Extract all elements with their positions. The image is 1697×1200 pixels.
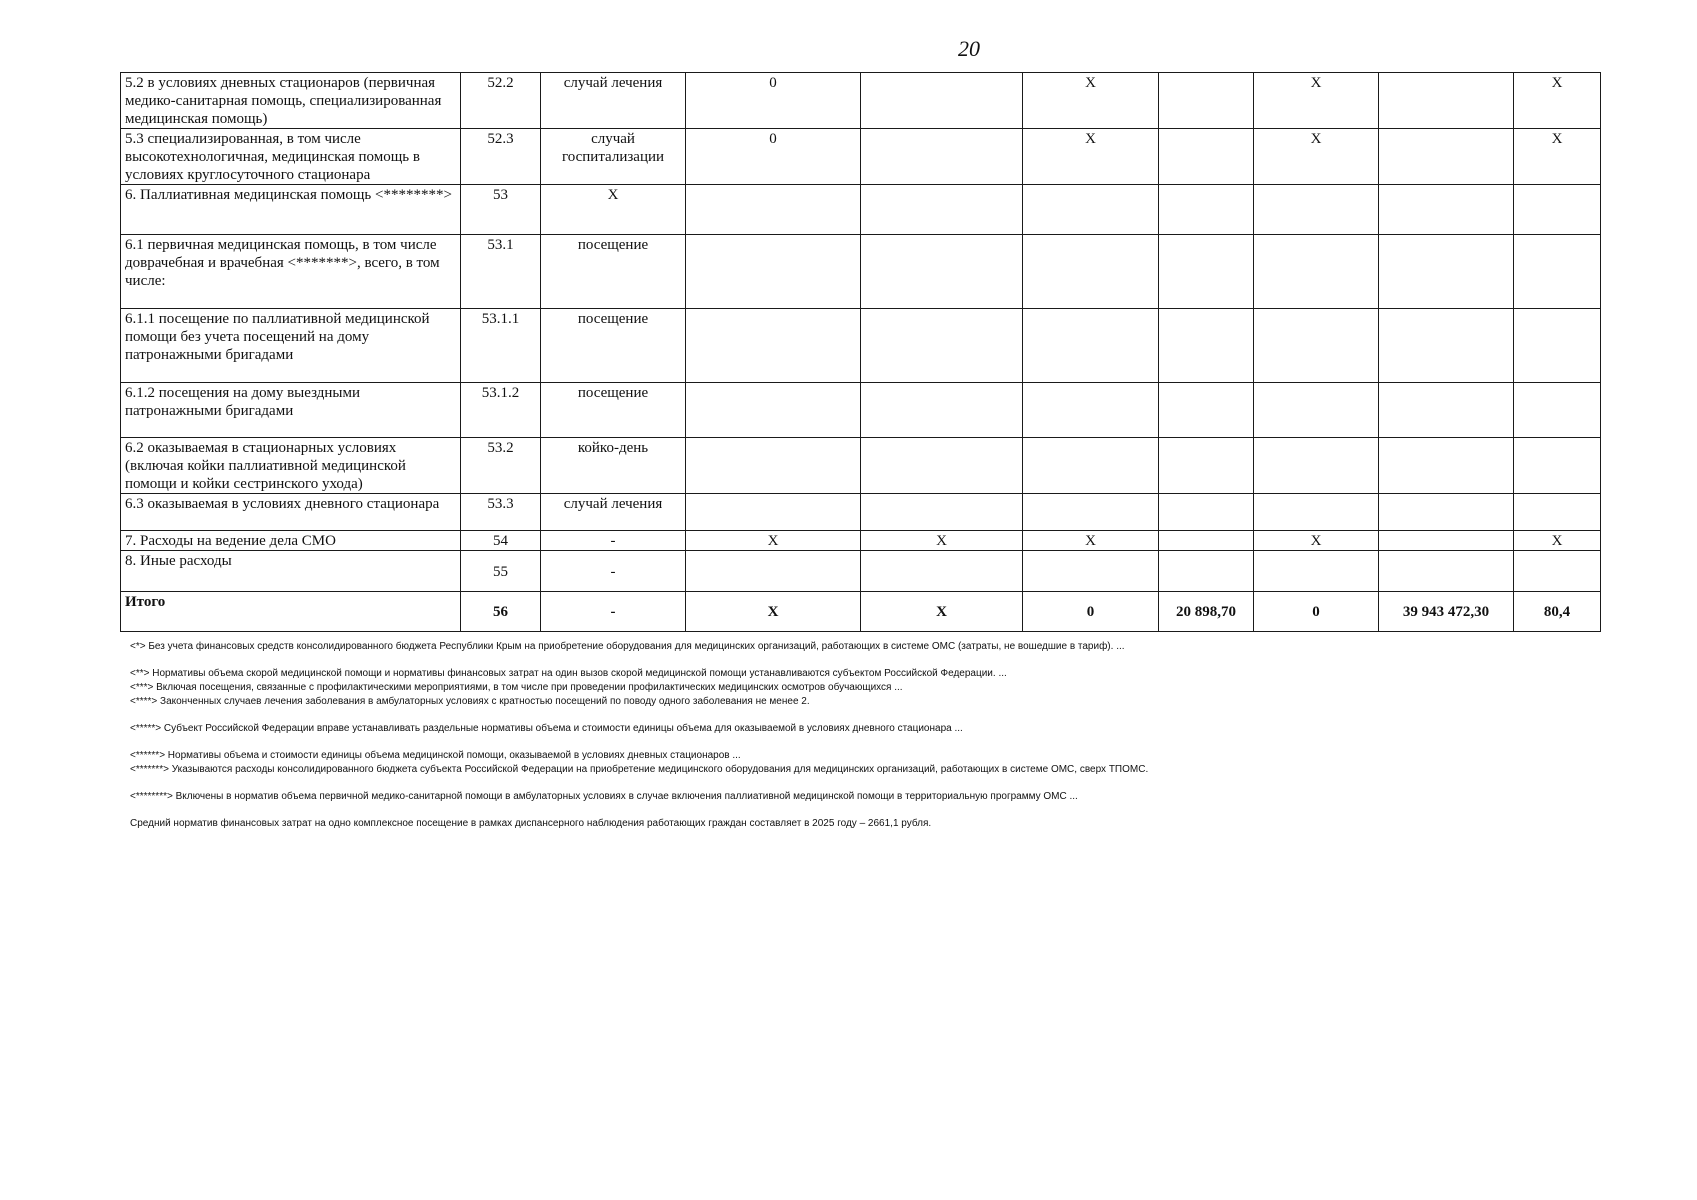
cell-col-2 (861, 129, 1023, 185)
cell-col-7: X (1514, 73, 1601, 129)
cell-col-5 (1254, 309, 1379, 383)
cell-col-1 (686, 494, 861, 531)
row-code: 52.2 (461, 73, 541, 129)
row-code: 55 (461, 551, 541, 592)
row-code: 53 (461, 185, 541, 235)
cell-col-7 (1514, 235, 1601, 309)
cell-col-1 (686, 309, 861, 383)
footnote-1: <*> Без учета финансовых средств консолидированного бюджета Республики Крым на приобретение оборудования для медицинских организаций, работающих в системе ОМС (затраты, не вошедшие в тариф). ... (130, 641, 1125, 652)
cell-col-2: X (861, 592, 1023, 632)
cell-col-4 (1159, 551, 1254, 592)
cell-col-2 (861, 438, 1023, 494)
cell-col-7 (1514, 309, 1601, 383)
cell-col-5 (1254, 438, 1379, 494)
row-name: 6.1.1 посещение по паллиативной медицинской помощи без учета посещений на дому патронажными бригадами (121, 309, 461, 383)
cell-col-1: 0 (686, 129, 861, 185)
cell-col-5: X (1254, 129, 1379, 185)
cell-col-6 (1379, 531, 1514, 551)
cell-col-1 (686, 235, 861, 309)
cell-col-3 (1023, 185, 1159, 235)
table-row (121, 592, 1601, 632)
row-name: 8. Иные расходы (121, 551, 461, 592)
cell-col-7: X (1514, 531, 1601, 551)
table-body (121, 73, 1601, 632)
cell-col-2: X (861, 531, 1023, 551)
row-unit: случай лечения (541, 494, 686, 531)
cell-col-4 (1159, 185, 1254, 235)
table-row (121, 129, 1601, 185)
cell-col-6 (1379, 129, 1514, 185)
cell-col-4 (1159, 438, 1254, 494)
row-name: 6.2 оказываемая в стационарных условиях (включая койки паллиативной медицинской помощи и койки сестринского ухода) (121, 438, 461, 494)
cell-col-2 (861, 73, 1023, 129)
table-row (121, 383, 1601, 438)
cell-col-4 (1159, 73, 1254, 129)
cell-col-7: X (1514, 129, 1601, 185)
row-code: 53.3 (461, 494, 541, 531)
cell-col-5 (1254, 494, 1379, 531)
table-row (121, 235, 1601, 309)
footnote-5: <*****> Субъект Российской Федерации вправе устанавливать раздельные нормативы объема и стоимости единицы объема для оказываемой в условиях дневного стационара ... (130, 723, 963, 734)
footnote-2: <**> Нормативы объема скорой медицинской помощи и нормативы финансовых затрат на один вызов скорой медицинской помощи устанавливаются субъектом Российской Федерации. ... (130, 668, 1007, 679)
cell-col-7 (1514, 383, 1601, 438)
row-code: 53.2 (461, 438, 541, 494)
cell-col-4 (1159, 383, 1254, 438)
cell-col-2 (861, 551, 1023, 592)
budget-table (120, 72, 1601, 632)
cell-col-5 (1254, 551, 1379, 592)
cell-col-6 (1379, 383, 1514, 438)
row-code: 53.1.1 (461, 309, 541, 383)
table-row (121, 551, 1601, 592)
row-unit: - (541, 531, 686, 551)
footnote-3: <***> Включая посещения, связанные с профилактическими мероприятиями, в том числе при проведении профилактических медицинских осмотров обучающихся ... (130, 682, 903, 693)
cell-col-6 (1379, 438, 1514, 494)
table-row (121, 438, 1601, 494)
cell-col-2 (861, 235, 1023, 309)
row-code: 52.3 (461, 129, 541, 185)
cell-col-5 (1254, 383, 1379, 438)
summary-note: Средний норматив финансовых затрат на одно комплексное посещение в рамках диспансерного наблюдения работающих граждан составляет в 2025 году – 2661,1 рубля. (130, 818, 932, 829)
row-code: 54 (461, 531, 541, 551)
row-unit: посещение (541, 309, 686, 383)
table-row (121, 185, 1601, 235)
cell-col-6 (1379, 185, 1514, 235)
cell-col-1 (686, 185, 861, 235)
cell-col-3 (1023, 494, 1159, 531)
cell-col-3 (1023, 309, 1159, 383)
cell-col-3 (1023, 235, 1159, 309)
cell-col-7 (1514, 185, 1601, 235)
row-code: 53.1.2 (461, 383, 541, 438)
cell-col-3: X (1023, 73, 1159, 129)
cell-col-5: X (1254, 73, 1379, 129)
cell-col-2 (861, 383, 1023, 438)
cell-col-4 (1159, 129, 1254, 185)
cell-col-6: 39 943 472,30 (1379, 592, 1514, 632)
cell-col-5 (1254, 235, 1379, 309)
cell-col-4 (1159, 494, 1254, 531)
cell-col-6 (1379, 309, 1514, 383)
cell-col-1 (686, 383, 861, 438)
row-name: 6. Паллиативная медицинская помощь <********> (121, 185, 461, 235)
cell-col-4 (1159, 309, 1254, 383)
footnotes (130, 640, 1600, 831)
cell-col-6 (1379, 551, 1514, 592)
table-row (121, 73, 1601, 129)
row-code: 53.1 (461, 235, 541, 309)
cell-col-2 (861, 309, 1023, 383)
row-name: 6.1.2 посещения на дому выездными патронажными бригадами (121, 383, 461, 438)
row-unit: посещение (541, 383, 686, 438)
cell-col-2 (861, 494, 1023, 531)
footnote-4: <****> Законченных случаев лечения заболевания в амбулаторных условиях с кратностью посещений по поводу одного заболевания не менее 2. (130, 696, 810, 707)
row-name: 5.2 в условиях дневных стационаров (первичная медико-санитарная помощь, специализированная медицинская помощь) (121, 73, 461, 129)
table-row (121, 494, 1601, 531)
row-code: 56 (461, 592, 541, 632)
cell-col-1: X (686, 531, 861, 551)
cell-col-4 (1159, 235, 1254, 309)
cell-col-7 (1514, 438, 1601, 494)
cell-col-2 (861, 185, 1023, 235)
cell-col-3 (1023, 438, 1159, 494)
cell-col-3: X (1023, 129, 1159, 185)
page-number: 20 (958, 36, 980, 61)
row-unit: койко-день (541, 438, 686, 494)
row-unit: случай лечения (541, 73, 686, 129)
row-name: Итого (121, 592, 461, 632)
cell-col-1 (686, 438, 861, 494)
cell-col-3 (1023, 551, 1159, 592)
row-unit: - (541, 592, 686, 632)
row-name: 6.3 оказываемая в условиях дневного стационара (121, 494, 461, 531)
cell-col-6 (1379, 73, 1514, 129)
cell-col-3: 0 (1023, 592, 1159, 632)
cell-col-5 (1254, 185, 1379, 235)
cell-col-5: 0 (1254, 592, 1379, 632)
cell-col-1 (686, 551, 861, 592)
cell-col-4 (1159, 531, 1254, 551)
cell-col-5: X (1254, 531, 1379, 551)
row-unit: X (541, 185, 686, 235)
row-name: 7. Расходы на ведение дела СМО (121, 531, 461, 551)
cell-col-6 (1379, 235, 1514, 309)
cell-col-4: 20 898,70 (1159, 592, 1254, 632)
cell-col-7 (1514, 494, 1601, 531)
cell-col-1: X (686, 592, 861, 632)
row-name: 6.1 первичная медицинская помощь, в том числе доврачебная и врачебная <*******>, всего, в том числе: (121, 235, 461, 309)
cell-col-7: 80,4 (1514, 592, 1601, 632)
footnote-6: <******> Нормативы объема и стоимости единицы объема медицинской помощи, оказываемой в условиях дневных стационаров ... (130, 750, 741, 761)
footnote-7: <*******> Указываются расходы консолидированного бюджета субъекта Российской Федерации на приобретение медицинского оборудования для медицинских организаций, работающих в системе ОМС, сверх ТПОМС. (130, 764, 1149, 775)
row-unit: случай госпитализации (541, 129, 686, 185)
cell-col-6 (1379, 494, 1514, 531)
table-row (121, 531, 1601, 551)
cell-col-3: X (1023, 531, 1159, 551)
row-unit: - (541, 551, 686, 592)
cell-col-7 (1514, 551, 1601, 592)
cell-col-3 (1023, 383, 1159, 438)
table-row (121, 309, 1601, 383)
cell-col-1: 0 (686, 73, 861, 129)
row-unit: посещение (541, 235, 686, 309)
row-name: 5.3 специализированная, в том числе высокотехнологичная, медицинская помощь в условиях круглосуточного стационара (121, 129, 461, 185)
footnote-8: <********> Включены в норматив объема первичной медико-санитарной помощи в амбулаторных условиях в случае включения паллиативной медицинской помощи в территориальную программу ОМС ... (130, 791, 1078, 802)
